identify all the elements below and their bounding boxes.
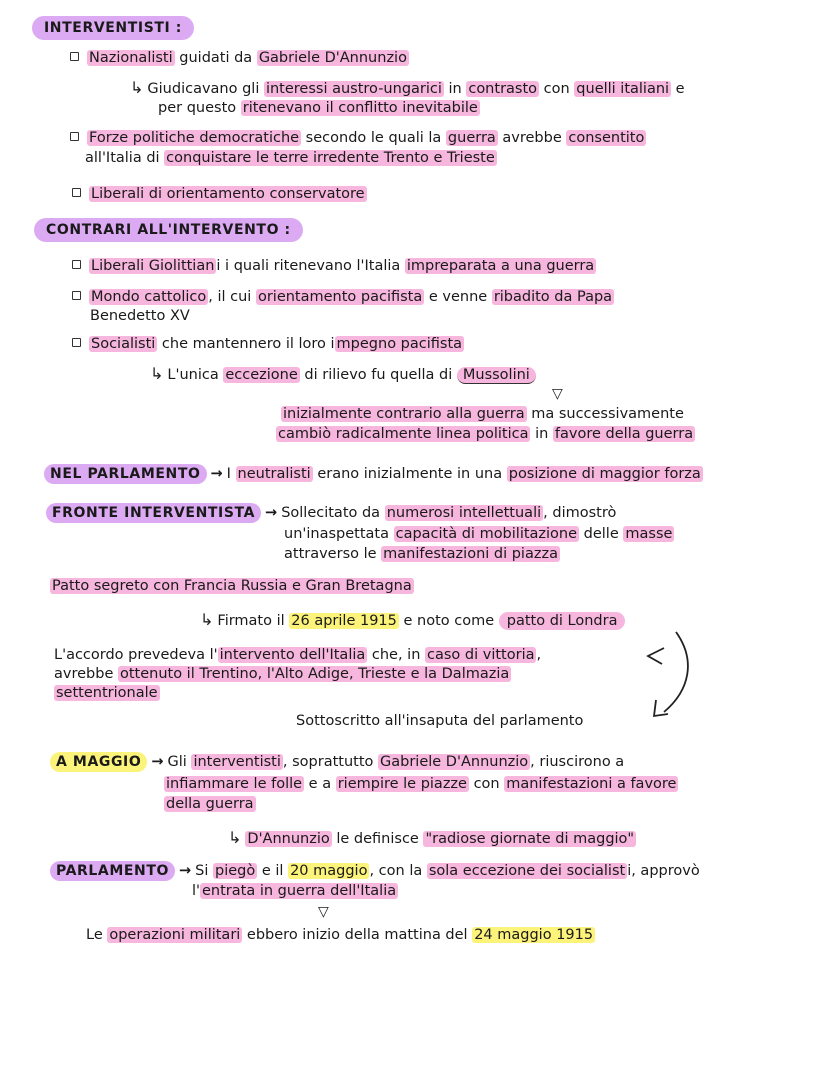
text: guidati da [174, 50, 257, 66]
hl-text: sola eccezione dei socialist [428, 863, 626, 879]
right-arrow-icon: → [151, 754, 164, 770]
text: L'unica [167, 367, 224, 383]
hl-text: Nazionalisti [89, 50, 173, 66]
text: ebbero inizio della mattina del [242, 927, 473, 943]
text: erano inizialmente in una [312, 466, 507, 482]
hl-text: impreparata a una guerra [406, 258, 595, 274]
text: un'inaspettata [284, 526, 394, 542]
heading-a-maggio: A MAGGIO [50, 752, 147, 772]
hl-text: infiammare le folle [166, 776, 303, 792]
text: , dimostrò [543, 505, 617, 521]
text: avrebbe [497, 130, 567, 146]
parlamento-row [50, 861, 700, 881]
text: con [539, 81, 575, 97]
hl-text: conquistare le terre irredente Trento e Trieste [166, 150, 495, 166]
maggio-l2 [164, 774, 678, 794]
text: e a [304, 776, 336, 792]
text: Le [86, 927, 108, 943]
text: le definisce [331, 831, 424, 847]
hl-text: ritenevano il conflitto inevitabile [242, 100, 478, 116]
text: Giudicavano gli [147, 81, 264, 97]
hl-text: caso di vittoria [427, 647, 535, 663]
hl-text: capacità di mobilitazione [395, 526, 578, 542]
text: e venne [424, 289, 492, 305]
text: in [443, 81, 467, 97]
hl-text: Forze politiche democratiche [89, 130, 300, 146]
down-arrow-icon: ▽ [318, 904, 329, 920]
hl-text: favore della guerra [554, 426, 694, 442]
hl-text: eccezione [225, 367, 298, 383]
text: ma successivamente [526, 406, 684, 422]
text: I [226, 466, 236, 482]
text: con [468, 776, 505, 792]
maggio-l3 [164, 794, 256, 814]
text: delle [579, 526, 624, 542]
maggio-row [50, 752, 624, 772]
text: attraverso le [284, 546, 382, 562]
hl-text: Patto segreto con Francia Russia e Gran Bretagna [52, 578, 412, 594]
text: in [530, 426, 553, 442]
mussolini-box: Mussolini [457, 367, 536, 384]
hl-text: Socialisti [91, 336, 156, 352]
hl-text: manifestazioni a favore [506, 776, 677, 792]
text: all'Italia di [85, 150, 165, 166]
hl-text: Mondo cattolico [91, 289, 207, 305]
text: Sottoscritto all'insaputa del parlamento [296, 713, 584, 729]
hl-text: mpegno pacifista [336, 336, 463, 352]
hl-text: entrata in guerra dell'Italia [202, 883, 397, 899]
hl-text: ottenuto il Trentino, l'Alto Adige, Trieste e la Dalmazia [119, 666, 510, 682]
text: , riuscirono a [530, 754, 625, 770]
text: , il cui [208, 289, 256, 305]
hl-text: Liberali di orientamento conservatore [91, 186, 365, 202]
text: , con la [369, 863, 427, 879]
hl-text: della guerra [166, 796, 254, 812]
hl-text: intervento dell'Italia [219, 647, 366, 663]
hl-text: quelli italiani [576, 81, 670, 97]
parlamento-l2 [192, 881, 398, 901]
hl-text: guerra [447, 130, 496, 146]
maggio-dannunzio [228, 828, 636, 849]
hl-text: numerosi intellettuali [386, 505, 542, 521]
text: , [536, 647, 542, 663]
right-arrow-icon: → [265, 505, 278, 521]
text: Firmato il [217, 613, 290, 629]
hl-text: consentito [568, 130, 645, 146]
text: e il [257, 863, 289, 879]
heading-contrari: CONTRARI ALL'INTERVENTO : [34, 218, 303, 242]
hl-text: Gabriele D'Annunzio [258, 50, 407, 66]
text: e [671, 81, 685, 97]
text: Benedetto XV [90, 308, 190, 324]
text: che, in [367, 647, 426, 663]
text: per questo [158, 100, 241, 116]
hl-text: D'Annunzio [247, 831, 330, 847]
text: L'accordo prevedeva l' [54, 647, 218, 663]
right-arrow-icon: → [179, 863, 192, 879]
text: Sollecitato da [281, 505, 385, 521]
patto-londra-box: patto di Londra [499, 612, 626, 630]
operazioni-militari [86, 925, 595, 945]
date-highlight: 24 maggio 1915 [474, 927, 594, 943]
hl-text: Liberali Giolittian [91, 258, 215, 274]
hl-text: piegò [215, 863, 256, 879]
hl-text: Gabriele D'Annunzio [380, 754, 529, 770]
text: avrebbe [54, 666, 118, 682]
date-highlight: 26 aprile 1915 [291, 613, 397, 629]
text: , soprattutto [282, 754, 379, 770]
text: e noto come [398, 613, 499, 629]
text: i i quali ritenevano l'Italia [216, 258, 405, 274]
text: Si [195, 863, 214, 879]
hl-text: riempire le piazze [337, 776, 467, 792]
hl-text: orientamento pacifista [257, 289, 423, 305]
hl-text: interessi austro-ungarici [265, 81, 442, 97]
return-arrow-icon: ↳ [130, 78, 144, 97]
hl-text: "radiose giornate di maggio" [425, 831, 635, 847]
hl-text: manifestazioni di piazza [383, 546, 558, 562]
heading-nel-parlamento: NEL PARLAMENTO [44, 464, 207, 484]
hl-text: ribadito da Papa [493, 289, 613, 305]
return-arrow-icon: ↳ [150, 364, 164, 383]
down-arrow-icon: ▽ [552, 386, 563, 402]
hl-text: interventisti [193, 754, 281, 770]
hl-text: settentrionale [56, 685, 158, 701]
heading-parlamento: PARLAMENTO [50, 861, 175, 881]
hl-text: masse [625, 526, 673, 542]
hl-text: neutralisti [237, 466, 311, 482]
date-highlight: 20 maggio [290, 863, 368, 879]
hl-text: contrasto [468, 81, 538, 97]
hl-text: posizione di maggior forza [508, 466, 701, 482]
text: i, approvò [627, 863, 700, 879]
heading-fronte-interventista: FRONTE INTERVENTISTA [46, 503, 261, 523]
text: secondo le quali la [301, 130, 446, 146]
text: Gli [167, 754, 192, 770]
text: di rilievo fu quella di [299, 367, 457, 383]
text: che mantennero il loro i [157, 336, 335, 352]
text: l' [192, 883, 201, 899]
hl-text: cambiò radicalmente linea politica [278, 426, 529, 442]
hl-text: operazioni militari [109, 927, 241, 943]
heading-interventisti: INTERVENTISTI : [32, 16, 194, 40]
return-arrow-icon: ↳ [200, 610, 214, 629]
return-arrow-icon: ↳ [228, 828, 242, 847]
right-arrow-icon: → [210, 466, 223, 482]
hl-text: inizialmente contrario alla guerra [283, 406, 525, 422]
